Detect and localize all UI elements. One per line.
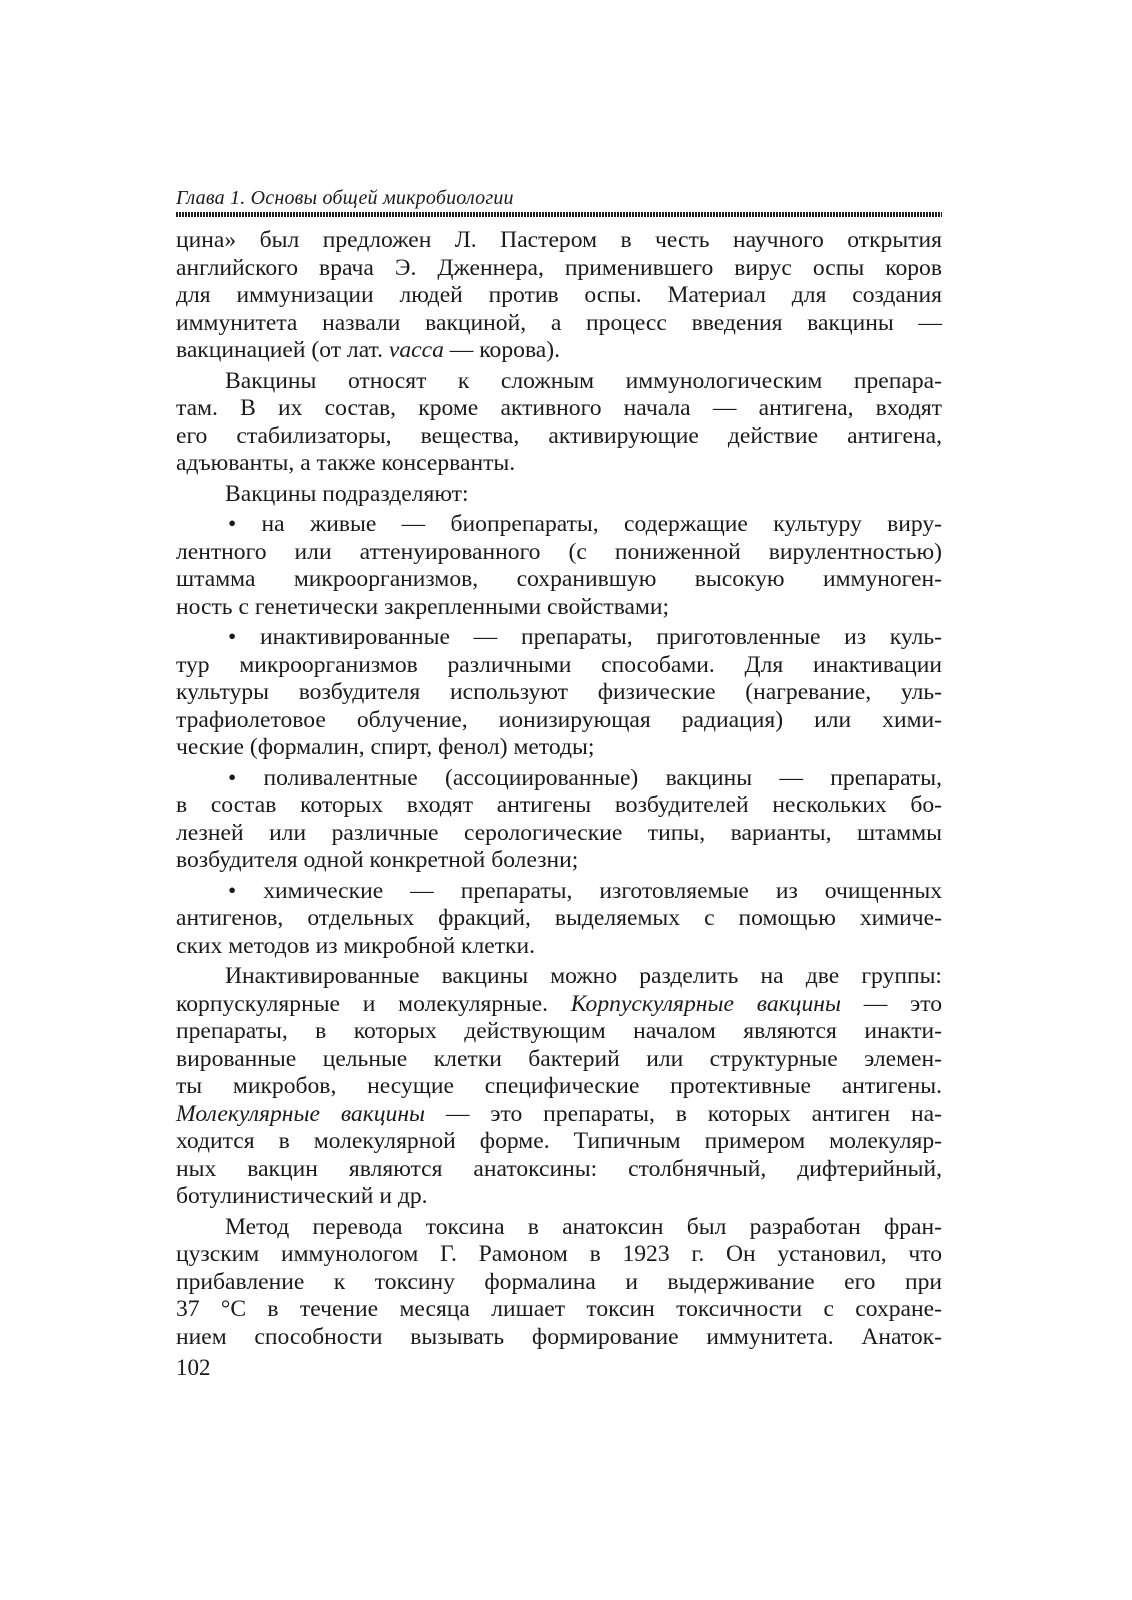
text-line: 37 °С в течение месяца лишает токсин токсичности с сохране- — [176, 1296, 942, 1322]
text-line: лезней или различные серологические типы, варианты, штаммы — [176, 819, 942, 846]
text-line: Молекулярные вакцины — это препараты, в которых антиген на- — [176, 1100, 942, 1127]
text-line: вированные цельные клетки бактерий или структурные элемен- — [176, 1045, 942, 1072]
text-line: ческие (формалин, спирт, фенол) методы; — [176, 734, 595, 760]
paragraph-2 — [176, 368, 942, 478]
text-line: цина» был предложен Л. Пастером в честь научного открытия — [176, 227, 942, 253]
book-page — [176, 186, 942, 1351]
text-line: ных вакцин являются анатоксины: столбнячный, дифтерийный, — [176, 1155, 942, 1182]
text-line: английского врача Э. Дженнера, применившего вирус оспы коров — [176, 254, 942, 281]
paragraph-3 — [176, 481, 942, 509]
text-line: ность с генетически закрепленными свойствами; — [176, 593, 670, 620]
text-line: там. В их состав, кроме активного начала — антигена, входят — [176, 395, 942, 421]
bullet-item-polyvalent — [176, 765, 942, 875]
page-number: 102 — [176, 1355, 211, 1380]
text-line: ских методов из микробной клетки. — [176, 932, 536, 959]
text-line: иммунитета назвали вакциной, а процесс введения вакцины — — [176, 309, 942, 336]
text-line: ботулинистический и др. — [176, 1183, 428, 1209]
bullet-item-inactivated — [176, 624, 942, 762]
text-line: • поливалентные (ассоциированные) вакцины — препараты, — [228, 764, 942, 791]
text-line: вакцинацией (от лат. vacca — корова). — [176, 337, 561, 363]
text-line: нием способности вызывать формирование иммунитета. Анаток- — [176, 1323, 942, 1350]
text-line: в состав которых входят антигены возбудителей нескольких бо- — [176, 792, 942, 818]
text-line: лентного или аттенуированного (с пониженной вирулентностью) — [176, 538, 942, 565]
text-line: Вакцины относят к сложным иммунологическим препара- — [225, 367, 942, 394]
text-line: тур микроорганизмов различными способами. Для инактивации — [176, 651, 942, 678]
text-line: препараты, в которых действующим началом являются инакти- — [176, 1018, 942, 1044]
text-line: его стабилизаторы, вещества, активирующие действие антигена, — [176, 422, 942, 449]
text-line: для иммунизации людей против оспы. Материал для создания — [176, 282, 942, 308]
text-line: ты микробов, несущие специфические протективные антигены. — [176, 1073, 942, 1099]
bullet-item-chemical — [176, 878, 942, 961]
text-line: адъюванты, а также консерванты. — [176, 450, 516, 476]
running-head: Глава 1. Основы общей микробиологии — [176, 187, 514, 209]
text-line: цузским иммунологом Г. Рамоном в 1923 г. Он установил, что — [176, 1241, 942, 1267]
text-line: Метод перевода токсина в анатоксин был разработан фран- — [225, 1213, 942, 1240]
text-line: культуры возбудителя используют физические (нагревание, уль- — [176, 679, 942, 705]
text-line: антигенов, отдельных фракций, выделяемых с помощью химиче- — [176, 905, 942, 931]
text-line: прибавление к токсину формалина и выдерживание его при — [176, 1268, 942, 1295]
text-line: • химические — препараты, изготовляемые из очищенных — [228, 877, 942, 904]
paragraph-inactivated-groups — [176, 963, 942, 1211]
text-line: штамма микроорганизмов, сохранившую высокую иммуноген- — [176, 566, 942, 592]
bullet-item-live — [176, 511, 942, 621]
paragraph-ramon-method — [176, 1214, 942, 1352]
paragraph-1 — [176, 227, 942, 365]
text-line: • инактивированные — препараты, приготовленные из куль- — [228, 624, 942, 650]
text-line: Инактивированные вакцины можно разделить на две группы: — [225, 963, 942, 989]
text-line: ходится в молекулярной форме. Типичным примером молекуляр- — [176, 1128, 942, 1154]
text-line: трафиолетовое облучение, ионизирующая радиация) или хими- — [176, 706, 942, 733]
text-line: Вакцины подразделяют: — [225, 480, 469, 507]
body-text — [176, 227, 942, 1351]
text-line: корпускулярные и молекулярные. Корпускулярные вакцины — это — [176, 990, 942, 1017]
text-line: возбудителя одной конкретной болезни; — [176, 847, 579, 873]
text-line: • на живые — биопрепараты, содержащие культуру виру- — [228, 511, 942, 537]
running-head-rule — [176, 212, 942, 217]
